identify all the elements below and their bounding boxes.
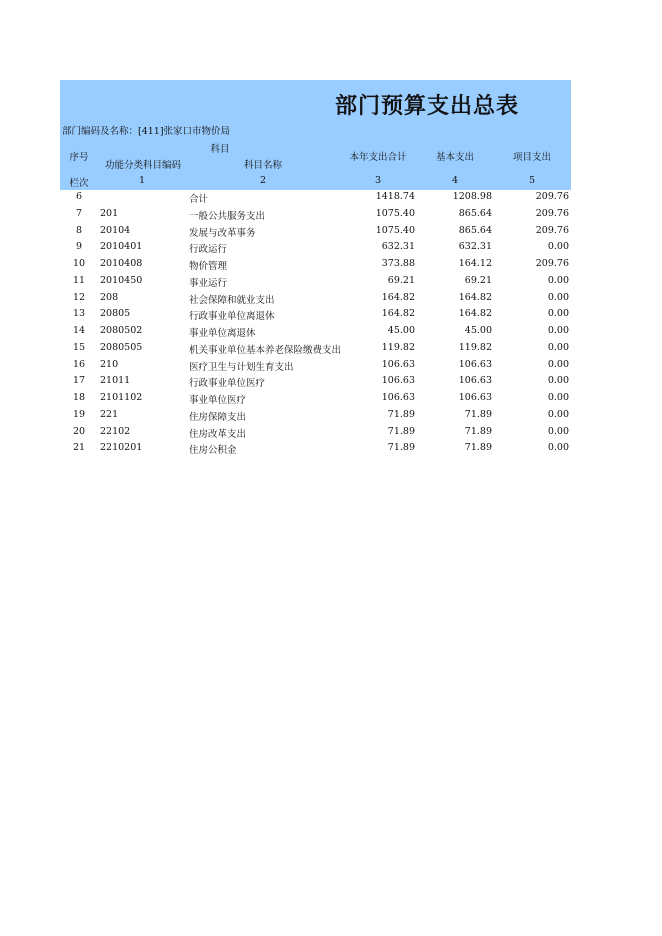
basic-cell: 119.82 bbox=[458, 341, 492, 353]
func-code-cell: 2080505 bbox=[100, 341, 143, 353]
basic-cell: 1208.98 bbox=[452, 191, 492, 202]
subject-name-cell: 物价管理 bbox=[189, 261, 228, 272]
seq-header: 序号 bbox=[69, 152, 89, 163]
project-cell: 0.00 bbox=[547, 341, 569, 353]
table-row bbox=[60, 425, 571, 442]
table-row bbox=[60, 441, 571, 458]
basic-cell: 69.21 bbox=[464, 274, 492, 286]
project-cell: 0.00 bbox=[547, 392, 569, 403]
budget-sheet bbox=[60, 80, 571, 458]
basic-cell: 71.89 bbox=[464, 408, 492, 420]
basic-cell: 865.64 bbox=[458, 224, 492, 236]
total-cell: 373.88 bbox=[381, 258, 415, 269]
project-cell: 0.00 bbox=[547, 291, 569, 303]
row-index: 20 bbox=[72, 425, 86, 437]
table-row bbox=[60, 240, 571, 257]
total-cell: 106.63 bbox=[381, 375, 415, 387]
row-index: 15 bbox=[72, 341, 86, 353]
subject-name-cell: 住房改革支出 bbox=[189, 428, 247, 440]
project-cell: 0.00 bbox=[547, 425, 569, 437]
project-cell: 0.00 bbox=[547, 274, 569, 286]
func-code-cell: 2210201 bbox=[100, 442, 143, 454]
project-cell: 0.00 bbox=[547, 375, 569, 387]
func-code-header: 功能分类科目编码 bbox=[104, 160, 181, 171]
basic-cell: 632.31 bbox=[458, 241, 492, 253]
project-cell: 0.00 bbox=[547, 241, 569, 253]
func-code-cell: 201 bbox=[100, 207, 119, 219]
basic-cell: 45.00 bbox=[464, 325, 492, 336]
row-index: 17 bbox=[72, 375, 86, 387]
basic-cell: 164.82 bbox=[458, 308, 492, 320]
col-number-1: 1 bbox=[138, 175, 146, 186]
subject-name-cell: 发展与改革事务 bbox=[189, 227, 256, 239]
project-cell: 0.00 bbox=[547, 408, 569, 420]
func-code-cell: 2101102 bbox=[100, 392, 143, 403]
table-row bbox=[60, 307, 571, 324]
basic-cell: 106.63 bbox=[458, 375, 492, 387]
project-cell: 209.76 bbox=[535, 191, 569, 202]
table-row bbox=[60, 207, 571, 224]
func-code-cell: 21011 bbox=[100, 375, 131, 387]
total-cell: 164.82 bbox=[381, 308, 415, 320]
func-code-cell: 2010408 bbox=[100, 258, 143, 269]
subject-name-cell: 医疗卫生与计划生育支出 bbox=[189, 361, 294, 373]
row-index: 16 bbox=[72, 358, 86, 370]
page-title: 部门预算支出总表 bbox=[335, 94, 520, 119]
total-cell: 69.21 bbox=[387, 274, 415, 286]
total-cell: 71.89 bbox=[387, 442, 415, 454]
row-index: 12 bbox=[72, 291, 86, 303]
row-index: 11 bbox=[72, 274, 86, 286]
row-index: 14 bbox=[72, 325, 86, 336]
table-row bbox=[60, 358, 571, 375]
subject-name-cell: 住房保障支出 bbox=[189, 411, 247, 423]
row-index: 13 bbox=[72, 308, 86, 320]
table-row bbox=[60, 391, 571, 408]
total-cell: 106.63 bbox=[381, 358, 415, 370]
subject-name-cell: 行政运行 bbox=[189, 244, 228, 256]
row-index: 8 bbox=[75, 224, 83, 236]
project-cell: 209.76 bbox=[535, 258, 569, 269]
basic-cell: 106.63 bbox=[458, 392, 492, 403]
basic-cell: 164.82 bbox=[458, 291, 492, 303]
subject-name-header: 科目名称 bbox=[243, 160, 282, 171]
basic-cell: 71.89 bbox=[464, 425, 492, 437]
func-code-cell: 210 bbox=[100, 358, 119, 370]
subject-name-cell: 一般公共服务支出 bbox=[189, 210, 266, 222]
func-code-cell: 20104 bbox=[100, 224, 131, 236]
project-cell: 0.00 bbox=[547, 308, 569, 320]
subject-name-cell: 合计 bbox=[189, 194, 209, 205]
total-cell: 119.82 bbox=[381, 341, 415, 353]
project-cell: 0.00 bbox=[547, 358, 569, 370]
basic-cell: 164.12 bbox=[458, 258, 492, 269]
row-index: 18 bbox=[72, 392, 86, 403]
table-row bbox=[60, 291, 571, 308]
func-code-cell: 2010450 bbox=[100, 274, 143, 286]
total-cell: 71.89 bbox=[387, 408, 415, 420]
table-row bbox=[60, 190, 571, 207]
col-label: 栏次 bbox=[69, 178, 89, 189]
subject-group-header: 科目 bbox=[210, 144, 230, 155]
subject-name-cell: 住房公积金 bbox=[189, 445, 237, 457]
table-row bbox=[60, 274, 571, 291]
total-header: 本年支出合计 bbox=[349, 152, 407, 163]
table-row bbox=[60, 257, 571, 274]
subject-name-cell: 行政事业单位医疗 bbox=[189, 378, 266, 390]
func-code-cell: 221 bbox=[100, 408, 119, 420]
project-cell: 209.76 bbox=[535, 224, 569, 236]
project-header: 项目支出 bbox=[512, 152, 551, 163]
basic-cell: 865.64 bbox=[458, 207, 492, 219]
total-cell: 632.31 bbox=[381, 241, 415, 253]
table-body bbox=[60, 190, 571, 458]
func-code-cell: 22102 bbox=[100, 425, 131, 437]
func-code-cell: 2010401 bbox=[100, 241, 143, 253]
func-code-cell: 208 bbox=[100, 291, 119, 303]
basic-cell: 71.89 bbox=[464, 442, 492, 454]
func-code-cell: 20805 bbox=[100, 308, 131, 320]
total-cell: 1075.40 bbox=[375, 207, 415, 219]
table-row bbox=[60, 324, 571, 341]
table-header bbox=[60, 80, 571, 190]
project-cell: 209.76 bbox=[535, 207, 569, 219]
col-number-2: 2 bbox=[259, 175, 267, 186]
table-row bbox=[60, 341, 571, 358]
col-number-5: 5 bbox=[528, 175, 536, 186]
subject-name-cell: 事业单位离退休 bbox=[189, 328, 256, 339]
col-number-3: 3 bbox=[374, 175, 382, 186]
row-index: 10 bbox=[72, 258, 86, 269]
total-cell: 71.89 bbox=[387, 425, 415, 437]
subject-name-cell: 社会保障和就业支出 bbox=[189, 294, 275, 306]
table-row bbox=[60, 224, 571, 241]
basic-header: 基本支出 bbox=[435, 152, 474, 163]
subject-name-cell: 行政事业单位离退休 bbox=[189, 311, 275, 323]
project-cell: 0.00 bbox=[547, 442, 569, 454]
row-index: 19 bbox=[72, 408, 86, 420]
total-cell: 164.82 bbox=[381, 291, 415, 303]
func-code-cell: 2080502 bbox=[100, 325, 143, 336]
row-index: 7 bbox=[75, 207, 83, 219]
row-index: 21 bbox=[72, 442, 86, 454]
total-cell: 45.00 bbox=[387, 325, 415, 336]
project-cell: 0.00 bbox=[547, 325, 569, 336]
department-label: 部门编码及名称：[411]张家口市物价局 bbox=[62, 126, 231, 137]
row-index: 6 bbox=[75, 191, 83, 202]
subject-name-cell: 事业单位医疗 bbox=[189, 395, 247, 406]
table-row bbox=[60, 408, 571, 425]
total-cell: 1418.74 bbox=[375, 191, 415, 202]
subject-name-cell: 机关事业单位基本养老保险缴费支出 bbox=[189, 344, 341, 356]
col-number-4: 4 bbox=[451, 175, 459, 186]
table-row bbox=[60, 374, 571, 391]
total-cell: 1075.40 bbox=[375, 224, 415, 236]
subject-name-cell: 事业运行 bbox=[189, 277, 228, 289]
row-index: 9 bbox=[75, 241, 83, 253]
total-cell: 106.63 bbox=[381, 392, 415, 403]
basic-cell: 106.63 bbox=[458, 358, 492, 370]
